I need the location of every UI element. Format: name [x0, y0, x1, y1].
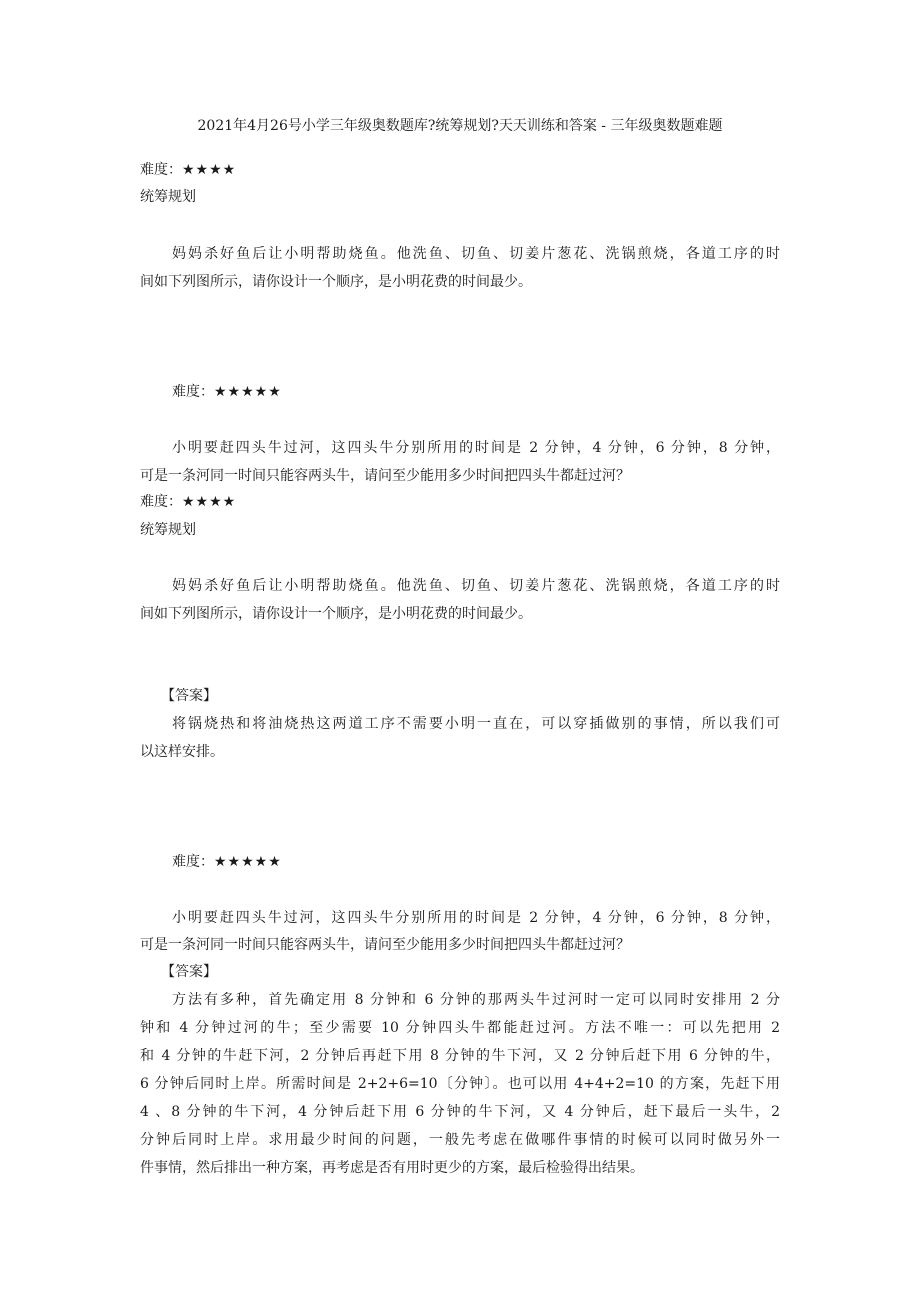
paragraph-line: 钟和 4 分钟过河的牛；至少需要 10 分钟四头牛都能赶过河。方法不唯一：可以先把用 2 — [140, 1020, 780, 1036]
difficulty-rating — [140, 488, 780, 516]
paragraph-line: 方法有多种，首先确定用 8 分钟和 6 分钟的那两头牛过河时一定可以同时安排用 2 分 — [172, 992, 780, 1008]
answer-label: 【答案】 — [161, 964, 217, 980]
paragraph-line: 可是一条河同一时间只能容两头牛，请问至少能用多少时间把四头牛都赶过河？ — [140, 468, 630, 484]
answer-label: 【答案】 — [161, 688, 217, 704]
paragraph-line: 可是一条河同一时间只能容两头牛，请问至少能用多少时间把四头牛都赶过河？ — [140, 937, 630, 953]
paragraph-line: 以这样安排。 — [140, 744, 224, 760]
category-label: 统筹规划 — [140, 522, 196, 538]
category-label: 统筹规划 — [140, 189, 196, 205]
paragraph-line: 妈妈杀好鱼后让小明帮助烧鱼。他洗鱼、切鱼、切姜片葱花、洗锅煎烧，各道工序的时 — [172, 246, 780, 262]
paragraph-line: 间如下列图所示，请你设计一个顺序，是小明花费的时间最少。 — [140, 274, 532, 290]
star-rating: ★★★★★ — [214, 854, 282, 870]
difficulty-rating — [172, 848, 780, 876]
paragraph-line: 小明要赶四头牛过河，这四头牛分别所用的时间是 2 分钟，4 分钟，6 分钟，8 分钟， — [172, 910, 780, 926]
difficulty-label: 难度： — [172, 854, 214, 870]
paragraph-line: 和 4 分钟的牛赶下河，2 分钟后再赶下用 8 分钟的牛下河，又 2 分钟后赶下用 6 分钟的牛， — [140, 1048, 780, 1064]
paragraph-line: 小明要赶四头牛过河，这四头牛分别所用的时间是 2 分钟，4 分钟，6 分钟，8 分钟， — [172, 440, 780, 456]
star-rating: ★★★★★ — [214, 384, 282, 400]
difficulty-label: 难度： — [172, 384, 214, 400]
paragraph-line: 将锅烧热和将油烧热这两道工序不需要小明一直在，可以穿插做别的事情，所以我们可 — [172, 716, 780, 732]
paragraph-line: 4 、8 分钟的牛下河，4 分钟后赶下用 6 分钟的牛下河，又 4 分钟后，赶下最后一头牛，2 — [140, 1104, 780, 1120]
page-title: 2021年4月26号小学三年级奥数题库?统筹规划?天天训练和答案 - 三年级奥数题难题 — [197, 118, 723, 134]
star-rating: ★★★★ — [182, 494, 237, 510]
difficulty-rating — [140, 156, 780, 184]
paragraph-line: 6 分钟后同时上岸。所需时间是 2+2+6=10〔分钟〕。也可以用 4+4+2=10 的方案，先赶下用 — [140, 1076, 780, 1092]
difficulty-label: 难度： — [140, 494, 182, 510]
difficulty-label: 难度： — [140, 162, 182, 178]
paragraph-line: 件事情，然后排出一种方案，再考虑是否有用时更少的方案，最后检验得出结果。 — [140, 1160, 644, 1176]
difficulty-rating — [172, 378, 780, 406]
paragraph-line: 妈妈杀好鱼后让小明帮助烧鱼。他洗鱼、切鱼、切姜片葱花、洗锅煎烧，各道工序的时 — [172, 578, 780, 594]
paragraph-line: 分钟后同时上岸。求用最少时间的问题，一般先考虑在做哪件事情的时候可以同时做另外一 — [140, 1132, 780, 1148]
paragraph-line: 间如下列图所示，请你设计一个顺序，是小明花费的时间最少。 — [140, 606, 532, 622]
star-rating: ★★★★ — [182, 162, 237, 178]
